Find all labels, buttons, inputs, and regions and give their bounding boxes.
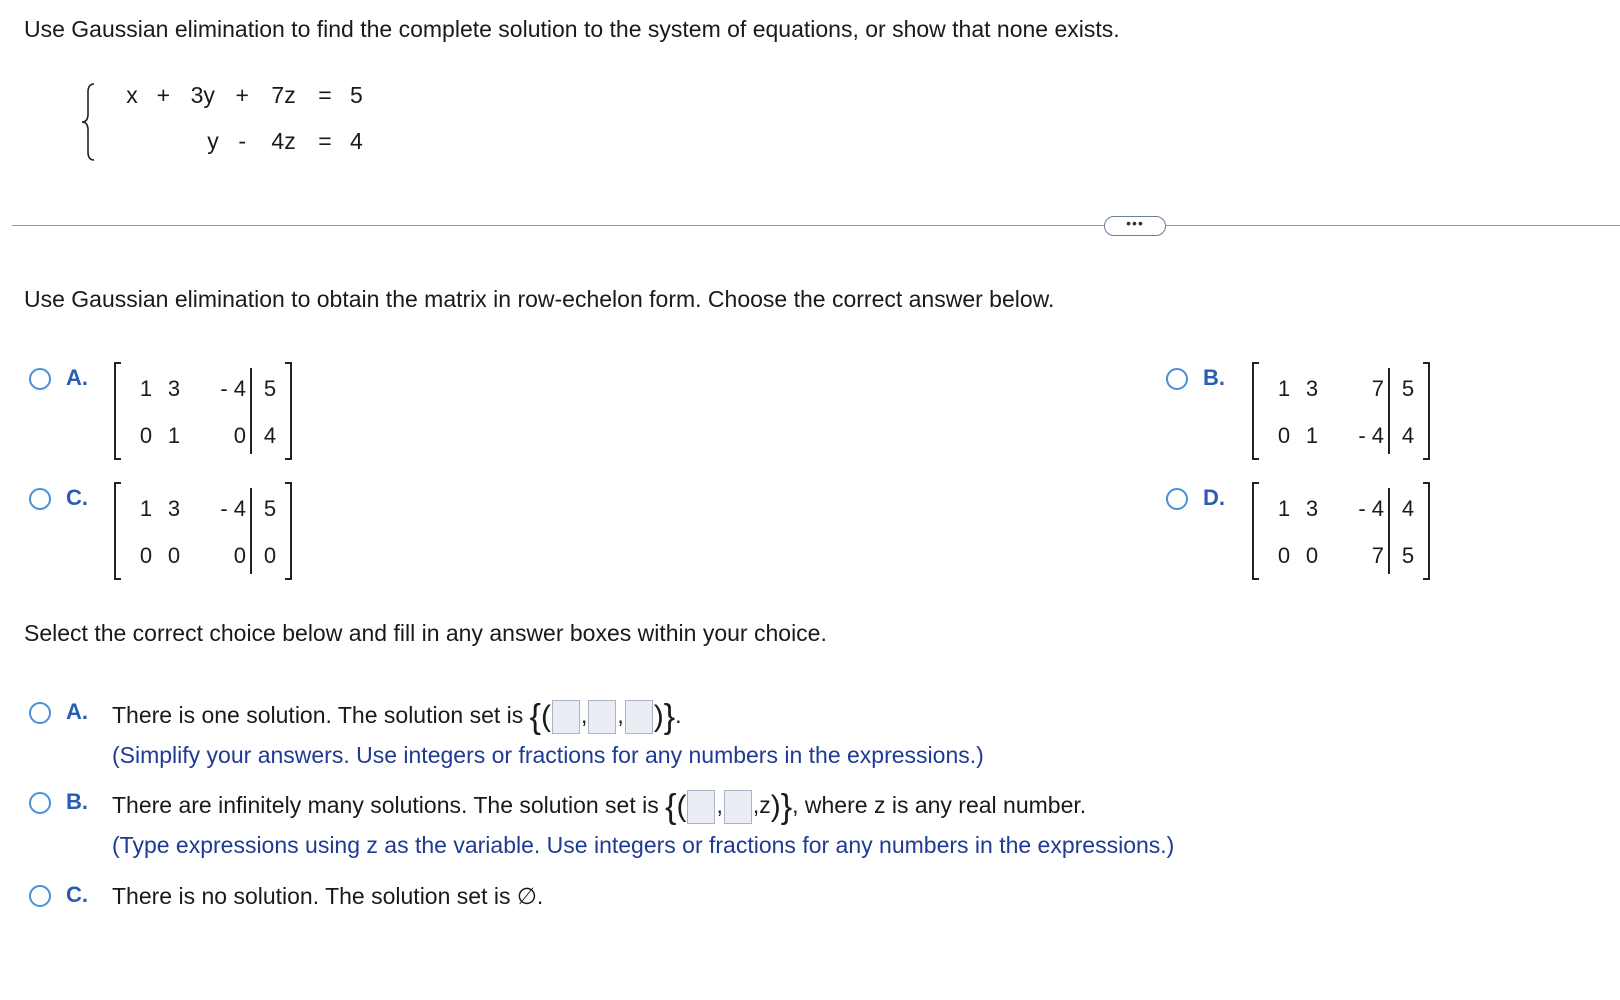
eq2-rhs: 4 (349, 128, 363, 154)
solution-option-b-text: There are infinitely many solutions. The solution set is (112, 792, 659, 819)
matrix-option-d-letter: D. (1203, 485, 1225, 510)
matrix-option-c-letter: C. (66, 485, 88, 510)
solution-option-a-radio[interactable] (29, 702, 51, 724)
matrix-option-a-radio[interactable] (29, 368, 51, 390)
matrix-option-b-letter: B. (1203, 365, 1225, 390)
answer-box-z[interactable] (625, 700, 653, 734)
equation-row-2: y - 4z = 4 (124, 128, 364, 155)
solution-option-c-letter: C. (66, 882, 88, 907)
right-paren-icon: ) (770, 790, 781, 823)
left-paren-icon: ( (541, 700, 551, 733)
solution-option-b-after: , where z is any real number. (792, 792, 1087, 819)
solution-option-c-radio[interactable] (29, 885, 51, 907)
right-paren-icon: ) (653, 700, 664, 733)
left-paren-icon: ( (676, 790, 687, 823)
solution-option-a-note: (Simplify your answers. Use integers or fractions for any numbers in the expressions.) (112, 742, 984, 768)
left-brace-icon: { (529, 698, 541, 736)
matrix-option-b[interactable]: 1 3 7 5 0 1 - 4 4 (1252, 362, 1430, 460)
matrix-option-b-radio[interactable] (1166, 368, 1188, 390)
matrix-option-d-radio[interactable] (1166, 488, 1188, 510)
z-variable: ,z (752, 792, 771, 819)
eq1-x: x (126, 82, 138, 108)
section-divider (12, 225, 1620, 226)
answer-box-x-of-z[interactable] (687, 790, 715, 824)
eq2-z-term: 4z (271, 128, 296, 154)
system-brace (80, 82, 100, 162)
matrix-option-a-letter: A. (66, 365, 88, 390)
equation-row-1: x + 3y + 7z = 5 (124, 82, 364, 109)
question-prompt: Use Gaussian elimination to find the complete solution to the system of equations, or show that none exists. (24, 16, 1120, 42)
solution-option-c-text: There is no solution. The solution set is ∅. (112, 883, 544, 909)
solution-option-b-radio[interactable] (29, 792, 51, 814)
left-brace-icon: { (665, 788, 677, 826)
matrix-option-c[interactable]: 1 3 - 4 5 0 0 0 0 (114, 482, 292, 580)
solution-option-a-letter: A. (66, 699, 88, 724)
eq1-z-term: 7z (271, 82, 296, 108)
matrix-option-c-radio[interactable] (29, 488, 51, 510)
right-brace-icon: } (780, 788, 793, 826)
solution-option-a: There is one solution. The solution set is {( , , )}. (112, 698, 682, 736)
matrix-option-a[interactable]: 1 3 - 4 5 0 1 0 4 (114, 362, 292, 460)
solution-option-b-letter: B. (66, 789, 88, 814)
eq2-y-term: y (207, 128, 219, 154)
eq1-y-term: 3y (190, 82, 215, 108)
more-options-button[interactable]: ••• (1104, 216, 1166, 236)
part1-instruction: Use Gaussian elimination to obtain the matrix in row-echelon form. Choose the correct answer below. (24, 286, 1055, 312)
answer-box-y[interactable] (588, 700, 616, 734)
right-brace-icon: } (663, 698, 676, 736)
matrix-option-d[interactable]: 1 3 - 4 4 0 0 7 5 (1252, 482, 1430, 580)
solution-option-b: There are infinitely many solutions. The solution set is {( , ,z)}, where z is any real number. (112, 788, 1087, 826)
solution-option-a-text: There is one solution. The solution set is (112, 702, 524, 729)
answer-box-x[interactable] (552, 700, 580, 734)
solution-option-b-note: (Type expressions using z as the variable. Use integers or fractions for any numbers in the expressions.) (112, 832, 1175, 858)
part2-instruction: Select the correct choice below and fill in any answer boxes within your choice. (24, 620, 827, 646)
answer-box-y-of-z[interactable] (724, 790, 752, 824)
eq1-rhs: 5 (349, 82, 363, 108)
